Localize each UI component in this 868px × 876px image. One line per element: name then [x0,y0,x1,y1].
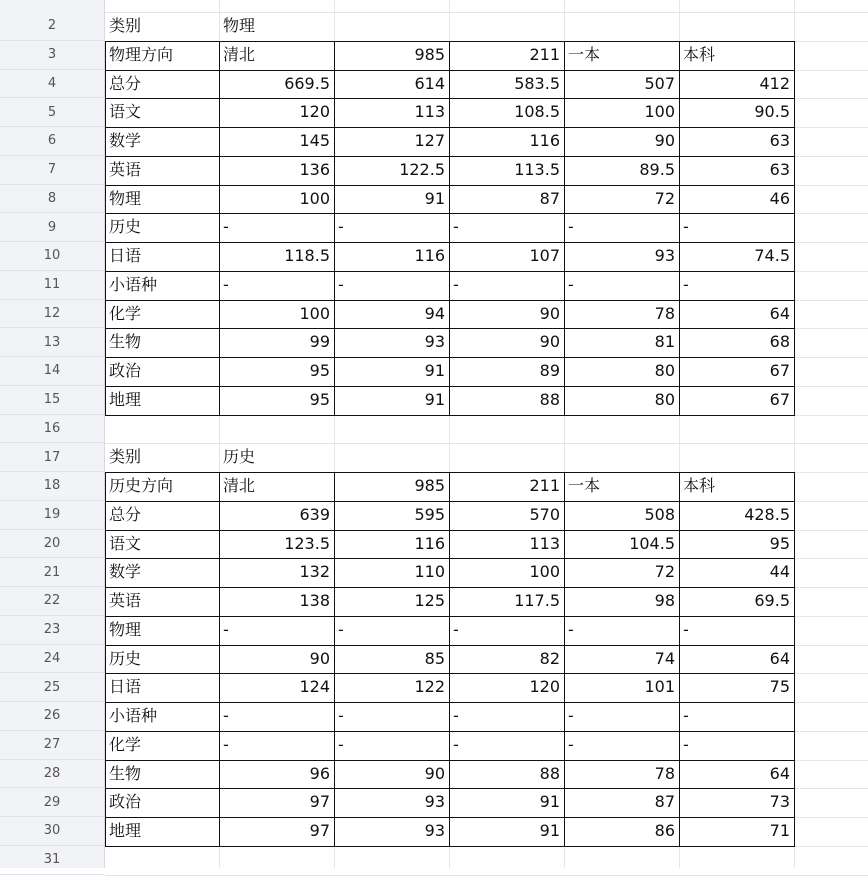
table-cell[interactable]: 英语 [109,159,142,179]
table-cell[interactable]: 138 [299,591,330,610]
row-header[interactable]: 5 [0,98,104,127]
table-cell[interactable]: 211 [529,44,560,64]
gridline [105,875,868,876]
table-cell[interactable]: 90.5 [754,102,790,122]
table-cell[interactable]: 639 [299,504,330,524]
row-header[interactable]: 20 [0,530,104,559]
table-cell[interactable]: - [338,274,344,294]
table-cell[interactable]: - [223,217,229,237]
table-border-line [105,760,795,761]
row-header[interactable]: 11 [0,271,104,300]
table-cell[interactable]: 90 [309,648,330,668]
table-cell[interactable]: - [683,274,689,294]
table-cell[interactable]: 113 [414,102,445,122]
table-cell[interactable]: 100 [299,188,330,208]
table-cell[interactable]: 历史 [223,447,256,467]
table-border-line [105,645,795,646]
table-cell[interactable]: 93 [654,246,675,265]
table-cell[interactable]: - [568,274,574,294]
table-cell[interactable]: 116 [414,246,445,265]
table-cell[interactable]: - [338,619,344,639]
row-header[interactable]: 14 [0,357,104,386]
table-cell[interactable]: 94 [424,303,445,323]
row-header[interactable]: 23 [0,616,104,645]
table-cell[interactable]: 历史方向 [109,476,174,495]
table-cell[interactable]: 地理 [109,821,142,840]
table-cell[interactable]: 136 [299,159,330,179]
table-cell[interactable]: 75 [769,677,790,697]
table-cell[interactable]: 67 [769,389,790,409]
table-cell[interactable]: 清北 [223,44,256,64]
table-cell[interactable]: - [453,734,459,754]
table-cell[interactable]: 104.5 [629,533,675,553]
table-cell[interactable]: 113 [529,533,560,553]
table-cell[interactable]: 96 [309,763,330,783]
table-cell[interactable]: - [223,274,229,294]
table-cell[interactable]: 120 [299,102,330,122]
table-border-line [105,530,795,531]
table-cell[interactable]: 44 [769,562,790,582]
table-border-line [794,41,795,416]
table-border-line [105,41,795,42]
table-cell[interactable]: 101 [644,677,675,697]
table-cell[interactable]: 化学 [109,303,142,323]
table-cell[interactable]: 地理 [109,389,142,409]
table-cell[interactable]: 90 [424,763,445,783]
row-header[interactable]: 9 [0,213,104,242]
table-cell[interactable]: 78 [654,303,675,323]
row-header[interactable]: 16 [0,415,104,444]
table-border-line [105,357,795,358]
table-cell[interactable]: - [568,619,574,639]
table-cell[interactable]: 669.5 [284,73,330,93]
row-header-column [0,0,105,868]
table-cell[interactable]: 小语种 [109,706,158,725]
table-cell[interactable]: 86 [654,821,675,840]
table-cell[interactable]: 90 [539,332,560,352]
table-cell[interactable]: 118.5 [284,246,330,265]
table-cell[interactable]: 历史 [109,217,142,237]
table-border-line [105,70,795,71]
row-header[interactable]: 8 [0,185,104,214]
table-cell[interactable]: 91 [424,188,445,208]
table-cell[interactable]: 97 [309,792,330,812]
table-border-line [219,41,220,416]
table-cell[interactable]: 95 [309,361,330,380]
table-cell[interactable]: 73 [769,792,790,812]
table-cell[interactable]: 46 [769,188,790,208]
table-border-line [105,558,795,559]
table-border-line [105,472,795,473]
row-header[interactable]: 30 [0,817,104,846]
table-cell[interactable]: 113.5 [514,159,560,179]
table-cell[interactable]: 67 [769,361,790,380]
row-header[interactable]: 2 [0,12,104,41]
table-cell[interactable]: - [683,217,689,237]
row-header[interactable]: 17 [0,443,104,472]
table-border-line [794,472,795,847]
table-cell[interactable]: 211 [529,476,560,495]
row-header[interactable]: 18 [0,472,104,501]
table-cell[interactable]: 本科 [683,476,716,495]
table-cell[interactable]: - [568,706,574,725]
table-border-line [105,98,795,99]
table-border-line [105,271,795,272]
table-border-line [105,472,106,847]
table-cell[interactable]: 91 [424,361,445,380]
table-cell[interactable]: 570 [529,504,560,524]
row-header[interactable]: 21 [0,558,104,587]
table-cell[interactable]: - [223,619,229,639]
table-cell[interactable]: 63 [769,159,790,179]
table-cell[interactable]: - [453,706,459,725]
table-border-line [105,127,795,128]
table-border-line [105,41,106,416]
table-cell[interactable]: 985 [414,476,445,495]
table-cell[interactable]: 80 [654,389,675,409]
table-cell[interactable]: 123.5 [284,533,330,553]
table-cell[interactable]: 595 [414,504,445,524]
table-cell[interactable]: 91 [539,821,560,840]
table-cell[interactable]: 74 [654,648,675,668]
table-cell[interactable]: 90 [654,131,675,150]
table-cell[interactable]: 91 [424,389,445,409]
table-cell[interactable]: 93 [424,332,445,352]
table-border-line [105,185,795,186]
table-border-line [105,702,795,703]
table-cell[interactable]: 78 [654,763,675,783]
table-cell[interactable]: 数学 [109,562,142,582]
table-cell[interactable]: 120 [529,677,560,697]
table-cell[interactable]: 政治 [109,792,142,812]
table-cell[interactable]: 95 [309,389,330,409]
row-header[interactable]: 12 [0,300,104,329]
table-cell[interactable]: 117.5 [514,591,560,610]
table-cell[interactable]: 90 [539,303,560,323]
table-cell[interactable]: 88 [539,763,560,783]
table-cell[interactable]: 82 [539,648,560,668]
table-cell[interactable]: 68 [769,332,790,352]
table-cell[interactable]: 583.5 [514,73,560,93]
table-cell[interactable]: - [453,217,459,237]
table-cell[interactable]: - [568,734,574,754]
table-cell[interactable]: 生物 [109,763,142,783]
table-cell[interactable]: 一本 [568,44,601,64]
table-cell[interactable]: - [683,734,689,754]
table-cell[interactable]: 日语 [109,246,142,265]
table-cell[interactable]: 985 [414,44,445,64]
table-cell[interactable]: 历史 [109,648,142,668]
table-cell[interactable]: 总分 [109,73,142,93]
row-header[interactable]: 28 [0,760,104,789]
row-header[interactable]: 19 [0,501,104,530]
row-header[interactable]: 6 [0,127,104,156]
table-cell[interactable]: 107 [529,246,560,265]
table-cell[interactable]: 507 [644,73,675,93]
row-header[interactable]: 4 [0,70,104,99]
table-cell[interactable]: 一本 [568,476,601,495]
row-header[interactable]: 10 [0,242,104,271]
table-cell[interactable]: 93 [424,821,445,840]
table-cell[interactable]: 122.5 [399,159,445,179]
table-cell[interactable]: 100 [299,303,330,323]
table-cell[interactable]: - [223,706,229,725]
table-border-line [105,501,795,502]
row-header[interactable]: 3 [0,41,104,70]
table-border-line [334,41,335,416]
table-cell[interactable]: 100 [529,562,560,582]
table-cell[interactable]: 74.5 [754,246,790,265]
table-cell[interactable]: 87 [539,188,560,208]
table-cell[interactable]: 428.5 [744,504,790,524]
table-cell[interactable]: - [683,619,689,639]
row-header[interactable]: 31 [0,846,104,875]
table-cell[interactable]: 清北 [223,476,256,495]
row-header[interactable]: 27 [0,731,104,760]
table-cell[interactable]: 145 [299,131,330,150]
table-cell[interactable]: 110 [414,562,445,582]
table-border-line [105,328,795,329]
table-border-line [105,731,795,732]
table-cell[interactable]: - [223,734,229,754]
table-cell[interactable]: 化学 [109,734,142,754]
table-cell[interactable]: 64 [769,303,790,323]
table-cell[interactable]: 小语种 [109,274,158,294]
table-border-line [449,472,450,847]
table-cell[interactable]: 语文 [109,102,142,122]
table-cell[interactable]: 508 [644,504,675,524]
table-cell[interactable]: 116 [414,533,445,553]
table-cell[interactable]: 93 [424,792,445,812]
table-border-line [105,587,795,588]
row-header[interactable]: 7 [0,156,104,185]
table-border-line [105,156,795,157]
row-header[interactable]: 15 [0,386,104,415]
table-cell[interactable]: 99 [309,332,330,352]
table-cell[interactable]: - [453,619,459,639]
table-cell[interactable]: 72 [654,562,675,582]
table-cell[interactable]: 物理 [109,619,142,639]
table-cell[interactable]: 100 [644,102,675,122]
table-cell[interactable]: 88 [539,389,560,409]
row-header[interactable]: 22 [0,587,104,616]
table-border-line [105,673,795,674]
table-border-line [105,242,795,243]
table-cell[interactable]: 97 [309,821,330,840]
row-header[interactable]: 24 [0,645,104,674]
table-cell[interactable]: 89 [539,361,560,380]
table-cell[interactable]: 数学 [109,131,142,150]
table-cell[interactable]: 72 [654,188,675,208]
table-cell[interactable]: 物理 [109,188,142,208]
table-cell[interactable]: 物理 [223,16,256,35]
table-cell[interactable]: 类别 [109,16,142,35]
table-cell[interactable]: 63 [769,131,790,150]
table-cell[interactable]: 生物 [109,332,142,352]
table-border-line [105,788,795,789]
table-cell[interactable]: - [338,734,344,754]
table-cell[interactable]: 英语 [109,591,142,610]
table-cell[interactable]: 614 [414,73,445,93]
table-cell[interactable]: - [683,706,689,725]
table-cell[interactable]: 412 [759,73,790,93]
table-cell[interactable]: 物理方向 [109,44,174,64]
table-cell[interactable]: 总分 [109,504,142,524]
table-cell[interactable]: 政治 [109,361,142,380]
table-cell[interactable]: 91 [539,792,560,812]
table-cell[interactable]: 85 [424,648,445,668]
row-header[interactable]: 13 [0,328,104,357]
table-border-line [105,415,795,416]
table-border-line [105,300,795,301]
table-cell[interactable]: 127 [414,131,445,150]
table-cell[interactable]: 69.5 [754,591,790,610]
table-border-line [105,213,795,214]
table-cell[interactable]: 80 [654,361,675,380]
table-cell[interactable]: 71 [769,821,790,840]
table-cell[interactable]: - [453,274,459,294]
table-cell[interactable]: 95 [769,533,790,553]
table-cell[interactable]: 89.5 [639,159,675,179]
row-header[interactable]: 25 [0,673,104,702]
table-border-line [105,616,795,617]
table-cell[interactable]: 125 [414,591,445,610]
table-cell[interactable]: - [568,217,574,237]
table-cell[interactable]: 64 [769,648,790,668]
row-header[interactable]: 29 [0,788,104,817]
table-border-line [334,472,335,847]
cell-grid [105,0,868,868]
row-header[interactable]: 26 [0,702,104,731]
table-cell[interactable]: 87 [654,792,675,812]
table-cell[interactable]: 81 [654,332,675,352]
table-cell[interactable]: 108.5 [514,102,560,122]
table-border-line [679,41,680,416]
table-cell[interactable]: 98 [654,591,675,610]
table-cell[interactable]: 122 [414,677,445,697]
table-border-line [679,472,680,847]
table-border-line [219,472,220,847]
table-cell[interactable]: 132 [299,562,330,582]
table-cell[interactable]: 116 [529,131,560,150]
table-cell[interactable]: 本科 [683,44,716,64]
table-cell[interactable]: 124 [299,677,330,697]
table-border-line [105,846,795,847]
table-border-line [105,386,795,387]
table-border-line [564,472,565,847]
table-border-line [564,41,565,416]
table-cell[interactable]: - [338,706,344,725]
table-cell[interactable]: - [338,217,344,237]
table-cell[interactable]: 64 [769,763,790,783]
table-cell[interactable]: 语文 [109,533,142,553]
table-cell[interactable]: 日语 [109,677,142,697]
table-cell[interactable]: 类别 [109,447,142,467]
table-border-line [449,41,450,416]
table-border-line [105,817,795,818]
